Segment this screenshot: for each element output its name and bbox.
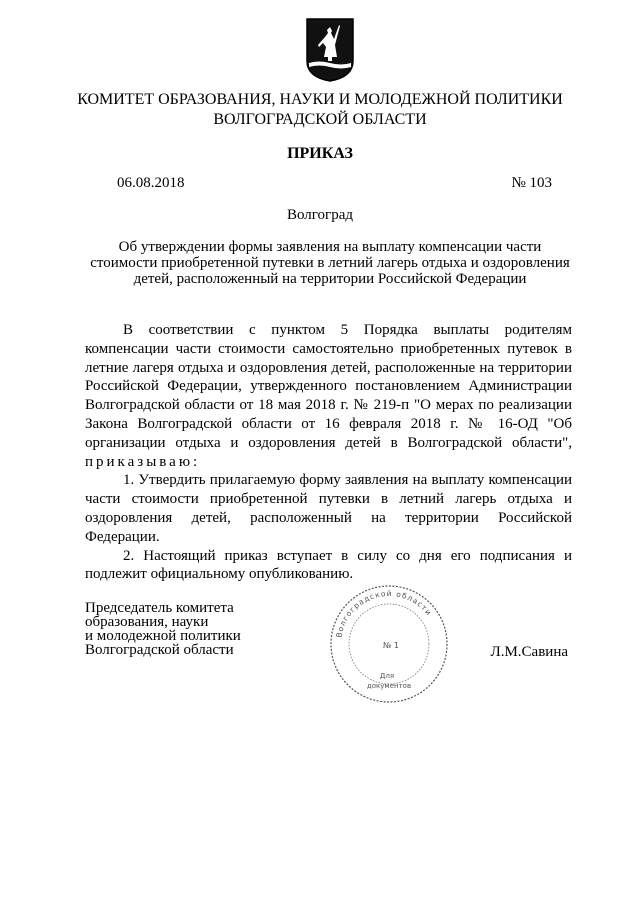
subject-line-3: детей, расположенный на территории Российской Федерации bbox=[133, 271, 527, 287]
body-paragraph-1 bbox=[85, 321, 572, 471]
signatory-title-line-3: и молодежной политики bbox=[85, 628, 241, 644]
organization-name bbox=[0, 90, 640, 130]
official-stamp bbox=[327, 582, 451, 706]
signatory-name: Л.М.Савина bbox=[490, 644, 568, 660]
signatory-title bbox=[85, 601, 241, 657]
body-paragraph-2: 1. Утвердить прилагаемую форму заявления на выплату компенсации части стоимости приобретенной путевки в летний лагерь отдыха и оздоровления детей, расположенный на территории Российской Федерации. bbox=[85, 472, 572, 545]
document-city: Волгоград bbox=[286, 207, 353, 223]
body-paragraph-1-text: В соответствии с пунктом 5 Порядка выплаты родителям компенсации части стоимости самостоятельно приобретенных путевок в летние лагеря отдыха и оздоровления детей, расположенные на территории Российской Федерации, утвержденного постановлением Администрации Волгоградской области от 18 мая 2018 г. № 219-п "О мерах по реализации Закона Волгоградской области от 16 февраля 2018 г. № 16-ОД "Об организации отдыха и оздоровления детей в Волгоградской области", bbox=[85, 322, 572, 451]
document-subject bbox=[90, 239, 570, 287]
stamp-inner-line-3: № 1 bbox=[383, 641, 399, 650]
signatory-title-line-2: образования, науки bbox=[85, 614, 209, 630]
document-date: 06.08.2018 bbox=[117, 175, 185, 191]
subject-line-2: стоимости приобретенной путевки в летний лагерь отдыха и оздоровления bbox=[90, 255, 570, 271]
stamp-inner-line-1: Для bbox=[379, 672, 395, 680]
order-word: приказываю: bbox=[85, 453, 201, 470]
subject-line-1: Об утверждении формы заявления на выплату компенсации части bbox=[118, 239, 542, 255]
organization-line-1: КОМИТЕТ ОБРАЗОВАНИЯ, НАУКИ И МОЛОДЕЖНОЙ ПОЛИТИКИ bbox=[77, 91, 563, 108]
signatory-title-line-1: Председатель комитета bbox=[85, 600, 234, 616]
document-body bbox=[85, 321, 572, 584]
signatory-title-line-4: Волгоградской области bbox=[85, 642, 234, 658]
body-paragraph-3: 2. Настоящий приказ вступает в силу со дня его подписания и подлежит официальному опубликованию. bbox=[85, 547, 572, 583]
document-title: ПРИКАЗ bbox=[287, 145, 353, 162]
document-number: № 103 bbox=[511, 175, 552, 191]
organization-line-2: ВОЛГОГРАДСКОЙ ОБЛАСТИ bbox=[213, 111, 427, 128]
stamp-ring-text: Волгоградской области bbox=[334, 588, 434, 639]
stamp-inner-line-2: документов bbox=[366, 682, 412, 690]
volgograd-coat-of-arms-icon bbox=[305, 17, 355, 83]
